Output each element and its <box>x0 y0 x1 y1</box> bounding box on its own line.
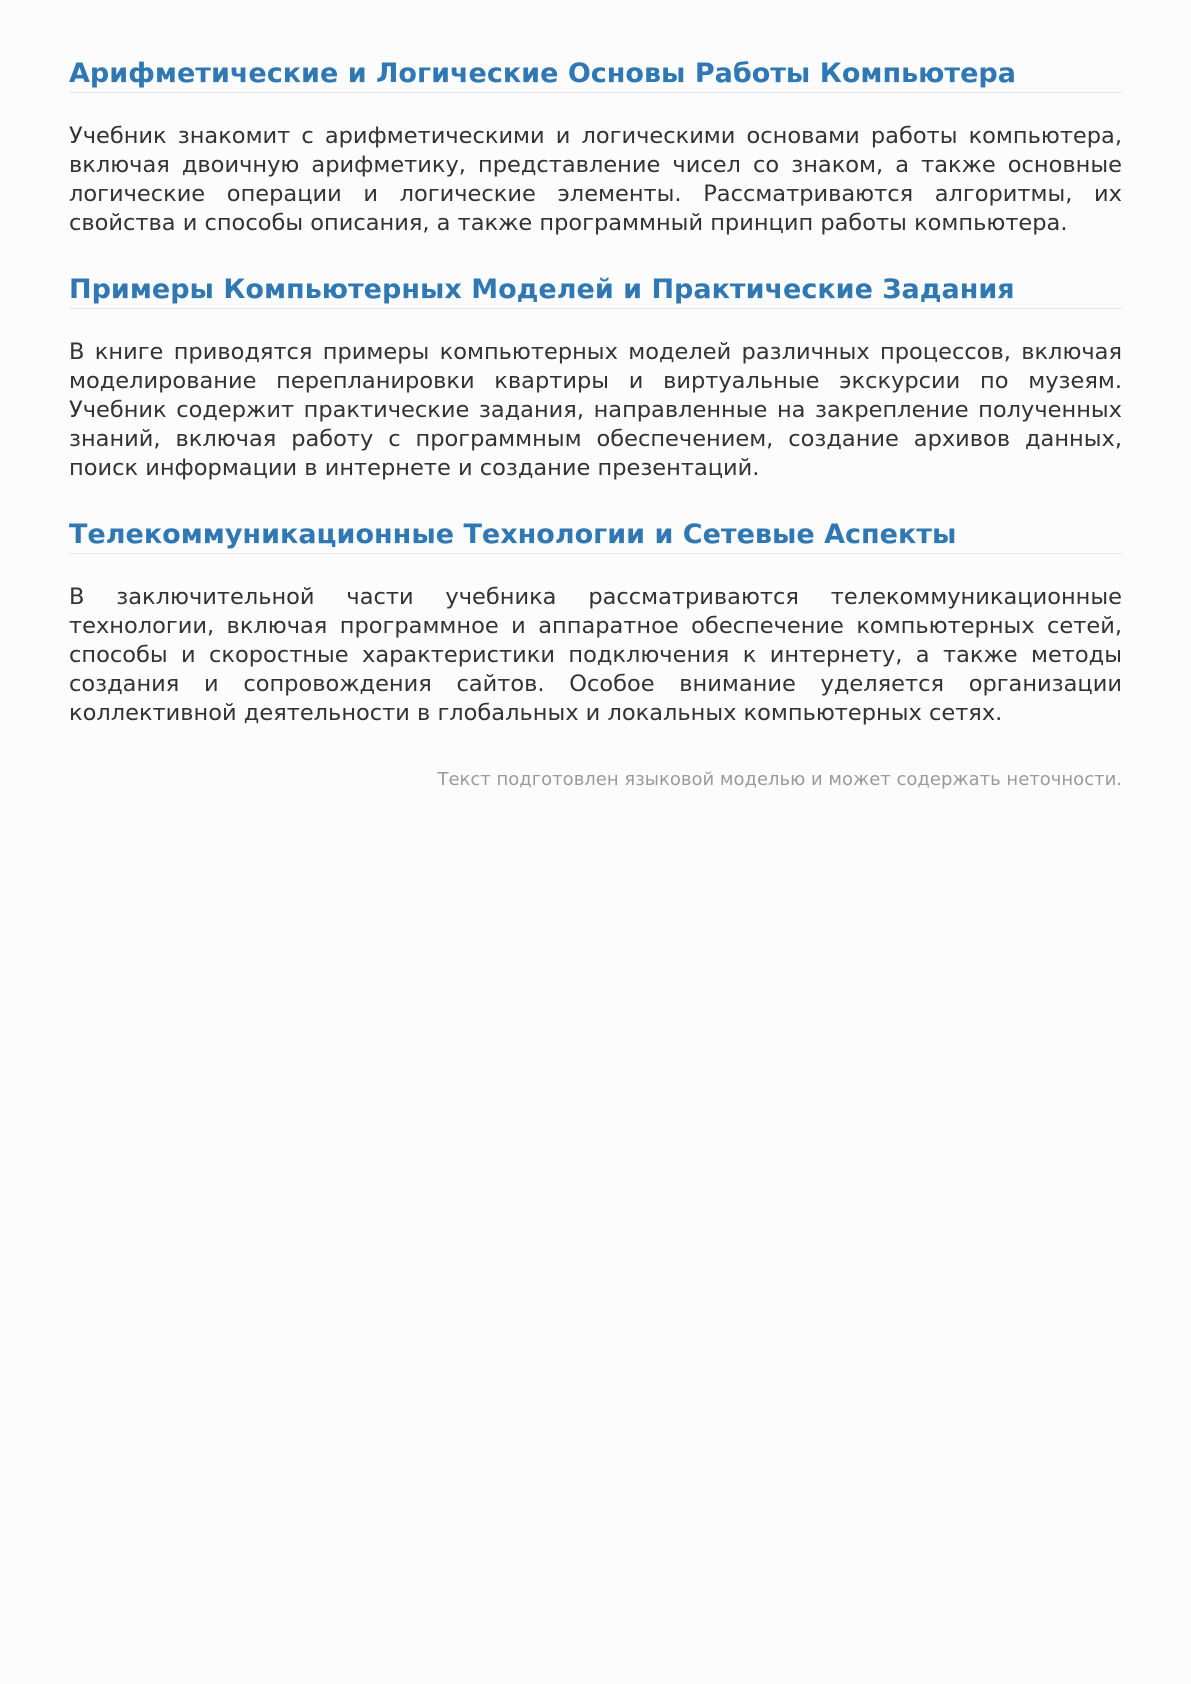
document-page <box>69 56 1122 792</box>
section-heading: Телекоммуникационные Технологии и Сетевые Аспекты <box>69 517 1122 554</box>
section-heading: Арифметические и Логические Основы Работы Компьютера <box>69 56 1122 93</box>
section-paragraph: В заключительной части учебника рассматриваются телекоммуникационные технологии, включая программное и аппаратное обеспечение компьютерных сетей, способы и скоростные характеристики подключения к интернету, а также методы создания и сопровождения сайтов. Особое внимание уделяется организации коллективной деятельности в глобальных и локальных компьютерных сетях. <box>69 584 1122 726</box>
section-paragraph: Учебник знакомит с арифметическими и логическими основами работы компьютера, включая двоичную арифметику, представление чисел со знаком, а также основные логические операции и логические элементы. Рассматриваются алгоритмы, их свойства и способы описания, а также программный принцип работы компьютера. <box>69 123 1122 236</box>
section-arithmetic-logic <box>69 56 1122 238</box>
section-heading: Примеры Компьютерных Моделей и Практические Задания <box>69 272 1122 309</box>
section-computer-models <box>69 272 1122 483</box>
section-paragraph: В книге приводятся примеры компьютерных моделей различных процессов, включая моделирование перепланировки квартиры и виртуальные экскурсии по музеям. Учебник содержит практические задания, направленные на закрепление полученных знаний, включая работу с программным обеспечением, создание архивов данных, поиск информации в интернете и создание презентаций. <box>69 339 1122 481</box>
section-telecommunications <box>69 517 1122 728</box>
ai-disclaimer-note: Текст подготовлен языковой моделью и может содержать неточности. <box>437 769 1122 790</box>
